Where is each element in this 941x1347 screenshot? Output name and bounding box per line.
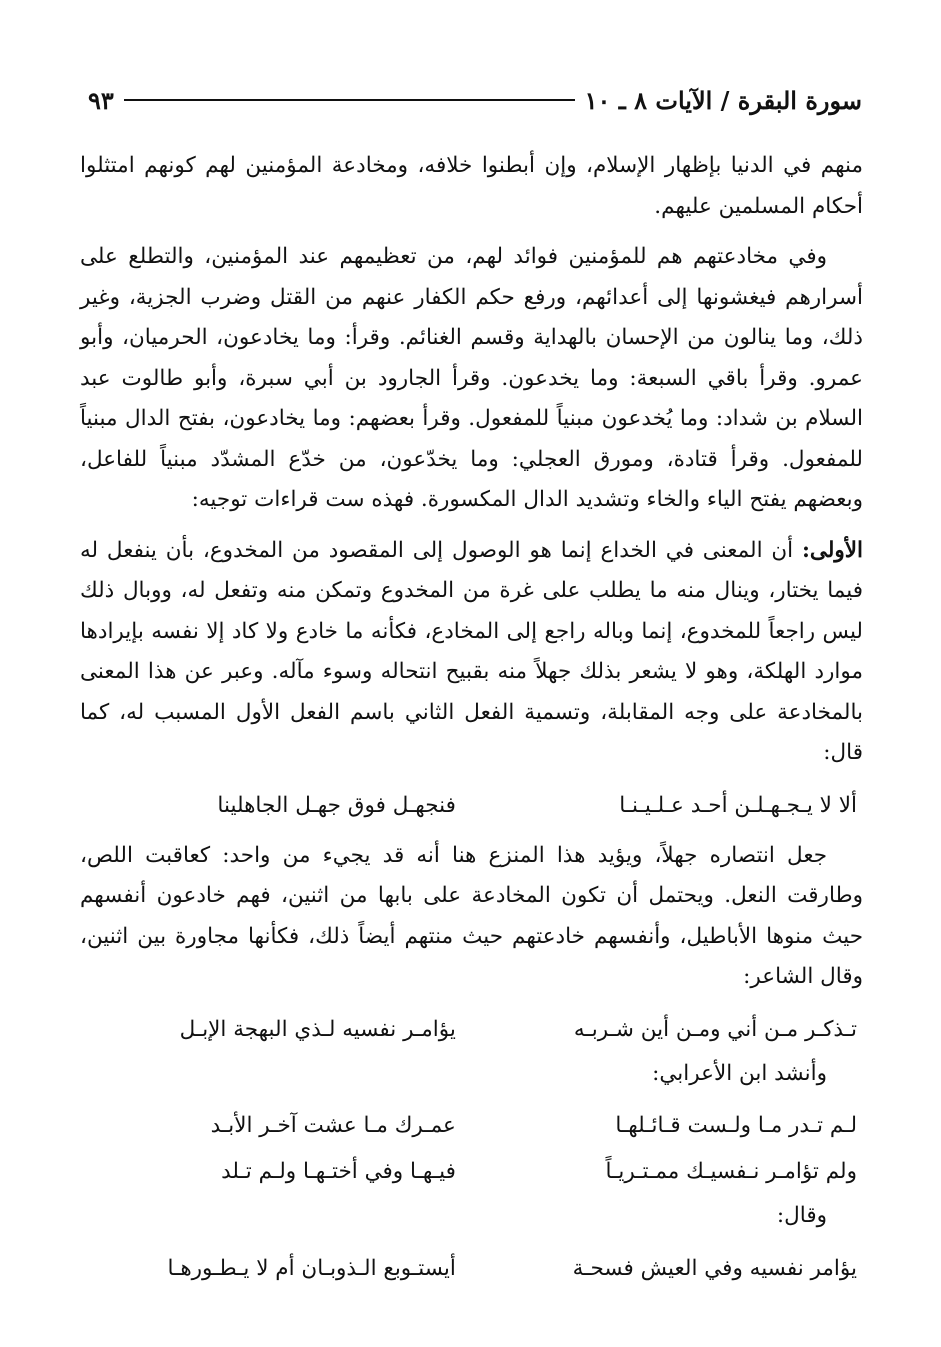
verse-3-first-hemistich: لـم تـدر مـا ولـست قـائـلهـا <box>615 1113 857 1138</box>
paragraph-5: وأنشد ابن الأعرابي: <box>652 1060 827 1086</box>
page-number: ٩٣ <box>88 85 114 115</box>
running-header <box>88 80 862 120</box>
paragraph-3-lead: الأولى: <box>801 537 863 563</box>
paragraph-1: منهم في الدنيا بإظهار الإسلام، وإن أبطنوا خلافه، ومخادعة المؤمنين لهم كونهم امتثلوا أحكام المسلمين عليهم. <box>80 153 863 219</box>
verse-4 <box>80 1150 863 1194</box>
paragraph-4: جعل انتصاره جهلاً، ويؤيد هذا المنزع هنا أنه قد يجيء من واحد: كعاقبت اللص، وطارقت النعل. ويحتمل أن تكون المخادعة على بابها من اثنين، فهم خادعون أنفسهم حيث منوها الأباطيل، وأنفسهم خادعتهم حيث منتهم أيضاً ذلك، فكأنها مجاورة بين اثنين، وقال الشاعر: <box>80 842 863 989</box>
verse-3-second-hemistich: عمـرك مـا عشت آخـر الأبـد <box>210 1113 456 1138</box>
page-body <box>80 146 863 1293</box>
verse-2-second-hemistich: يؤامـر نفسيه لـذي البهجة الإبـل <box>179 1016 456 1042</box>
verse-4-second-hemistich: فيـهـا وفي أختـهـا ولـم تـلد <box>221 1159 456 1184</box>
verse-5-first-hemistich: يؤامر نفسيه وفي العيش فسحـة <box>572 1255 857 1281</box>
verse-1-second-hemistich: فنجهـل فوق جهـل الجاهلينا <box>217 792 456 818</box>
verse-4-first-hemistich: ولم تؤامـر نـفسيـك ممـتـريـاً <box>605 1159 857 1184</box>
paragraph-6: وقال: <box>776 1203 827 1228</box>
verse-2 <box>80 1008 863 1052</box>
header-rule <box>124 99 575 101</box>
paragraph-2: وفي مخادعتهم هم للمؤمنين فوائد لهم، من تعظيمهم عند المؤمنين، والتطلع على أسرارهم فيغشونها إلى أعدائهم، ورفع حكم الكفار عنهم من القتل وضرب الجزية، وغير ذلك، وما ينالون من الإحسان بالهداية وقسم الغنائم. وقرأ: وما يخادعون، الحرميان، وأبو عمرو. وقرأ باقي السبعة: وما يخدعون. وقرأ الجارود بن أبي سبرة، وأبو طالوت عبد السلام بن شداد: وما يُخدعون مبنياً للمفعول. وقرأ بعضهم: وما يخادعون، بفتح الدال مبنياً للمفعول. وقرأ قتادة، ومورق العجلي: وما يخدّعون، من خدّع المشدّد مبنياً للفاعل، وبعضهم يفتح الياء والخاء وتشديد الدال المكسورة. فهذه ست قراءات توجيه: <box>80 244 863 512</box>
verse-5-second-hemistich: أيستـوبع الـذوبـان أم لا يـطـورهـا <box>167 1255 456 1281</box>
chapter-title: سورة البقرة / الآيات ٨ ـ ١٠ <box>584 85 862 115</box>
paragraph-3 <box>80 531 863 774</box>
verse-3 <box>80 1104 863 1148</box>
paragraph-3-text: أن المعنى في الخداع إنما هو الوصول إلى المقصود من المخدوع، بأن ينفعل له فيما يختار، وينال منه ما يطلب على غرة من المخدوع وتمكن منه وتفعل له، ووبال ذلك ليس راجعاً للمخدوع، إنما وباله راجع إلى المخادع، فكأنه ما خادع ولا كاد إلا نفسه بإيرادها موارد الهلكة، وهو لا يشعر بذلك جهلاً منه بقبيح انتحاله وسوء مآله. وعبر عن هذا المعنى بالمخادعة على وجه المقابلة، وتسمية الفعل الثاني باسم الفعل الأول المسبب له، كما قال: <box>80 537 863 765</box>
verse-5 <box>80 1247 863 1291</box>
verse-1-first-hemistich: ألا لا يـجـهـلـن أحـد عـلـيـنـا <box>619 792 857 818</box>
verse-1 <box>80 784 863 828</box>
verse-2-first-hemistich: تـذكـر مـن أني ومـن أين شـربـه <box>573 1016 857 1042</box>
